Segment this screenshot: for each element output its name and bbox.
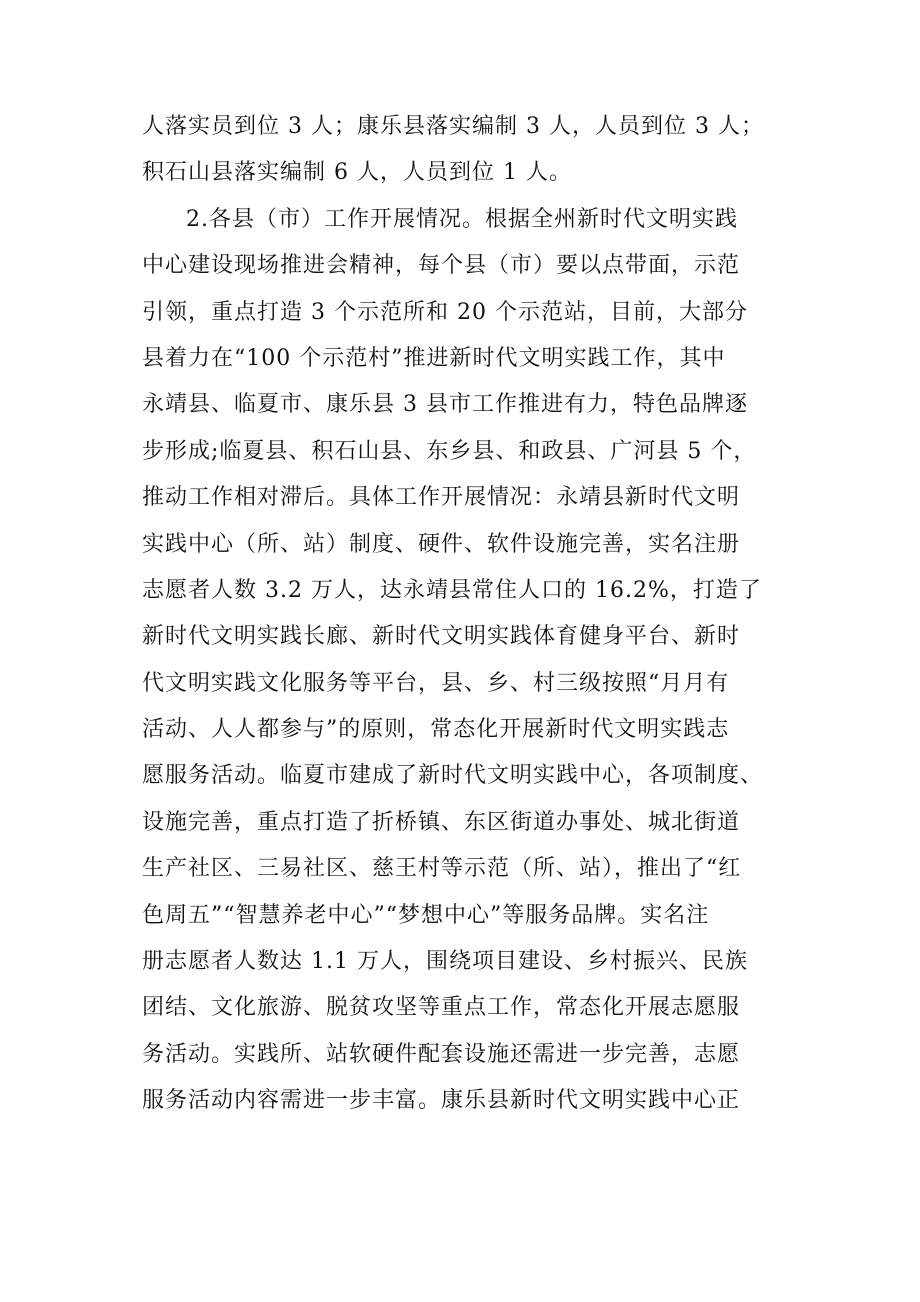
text-line: 设施完善，重点打造了折桥镇、东区街道办事处、城北街道	[142, 809, 741, 835]
text-line: 人落实员到位 3 人；康乐县落实编制 3 人，人员到位 3 人；	[142, 114, 764, 139]
text-line: 步形成;临夏县、积石山县、东乡县、和政县、广河县 5 个，	[142, 438, 757, 464]
text-line: 色周五”“智慧养老中心”“梦想中心”等服务品牌。实名注	[142, 902, 710, 928]
text-line: 新时代文明实践长廊、新时代文明实践体育健身平台、新时	[142, 624, 741, 650]
text-line: 团结、文化旅游、脱贫攻坚等重点工作，常态化开展志愿服	[142, 995, 741, 1021]
text-line: 推动工作相对滞后。具体工作开展情况：永靖县新时代文明	[142, 485, 741, 511]
text-line: 永靖县、临夏市、康乐县 3 县市工作推进有力，特色品牌逐	[142, 392, 748, 418]
text-line: 活动、人人都参与”的原则，常态化开展新时代文明实践志	[142, 717, 730, 743]
text-line: 实践中心（所、站）制度、硬件、软件设施完善，实名注册	[142, 531, 741, 557]
text-line: 县着力在“100 个示范村”推进新时代文明实践工作，其中	[142, 345, 726, 371]
text-line: 志愿者人数 3.2 万人，达永靖县常住人口的 16.2%，打造了	[142, 577, 762, 603]
text-line: 册志愿者人数达 1.1 万人，围绕项目建设、乡村振兴、民族	[142, 949, 748, 975]
text-line: 愿服务活动。临夏市建成了新时代文明实践中心，各项制度、	[142, 763, 764, 789]
text-line: 生产社区、三易社区、慈王村等示范（所、站），推出了“红	[142, 856, 742, 882]
text-line: 引领，重点打造 3 个示范所和 20 个示范站，目前，大部分	[142, 299, 748, 325]
text-line: 服务活动内容需进一步丰富。康乐县新时代文明实践中心正	[142, 1088, 741, 1114]
text-line: 代文明实践文化服务等平台，县、乡、村三级按照“月月有	[142, 670, 730, 696]
paragraph-start-line: 2.各县（市）工作开展情况。根据全州新时代文明实践	[186, 206, 738, 232]
body-text	[142, 104, 782, 1125]
text-line: 积石山县落实编制 6 人，人员到位 1 人。	[142, 160, 572, 186]
text-line: 中心建设现场推进会精神，每个县（市）要以点带面，示范	[142, 253, 741, 279]
text-line: 务活动。实践所、站软硬件配套设施还需进一步完善，志愿	[142, 1041, 741, 1067]
